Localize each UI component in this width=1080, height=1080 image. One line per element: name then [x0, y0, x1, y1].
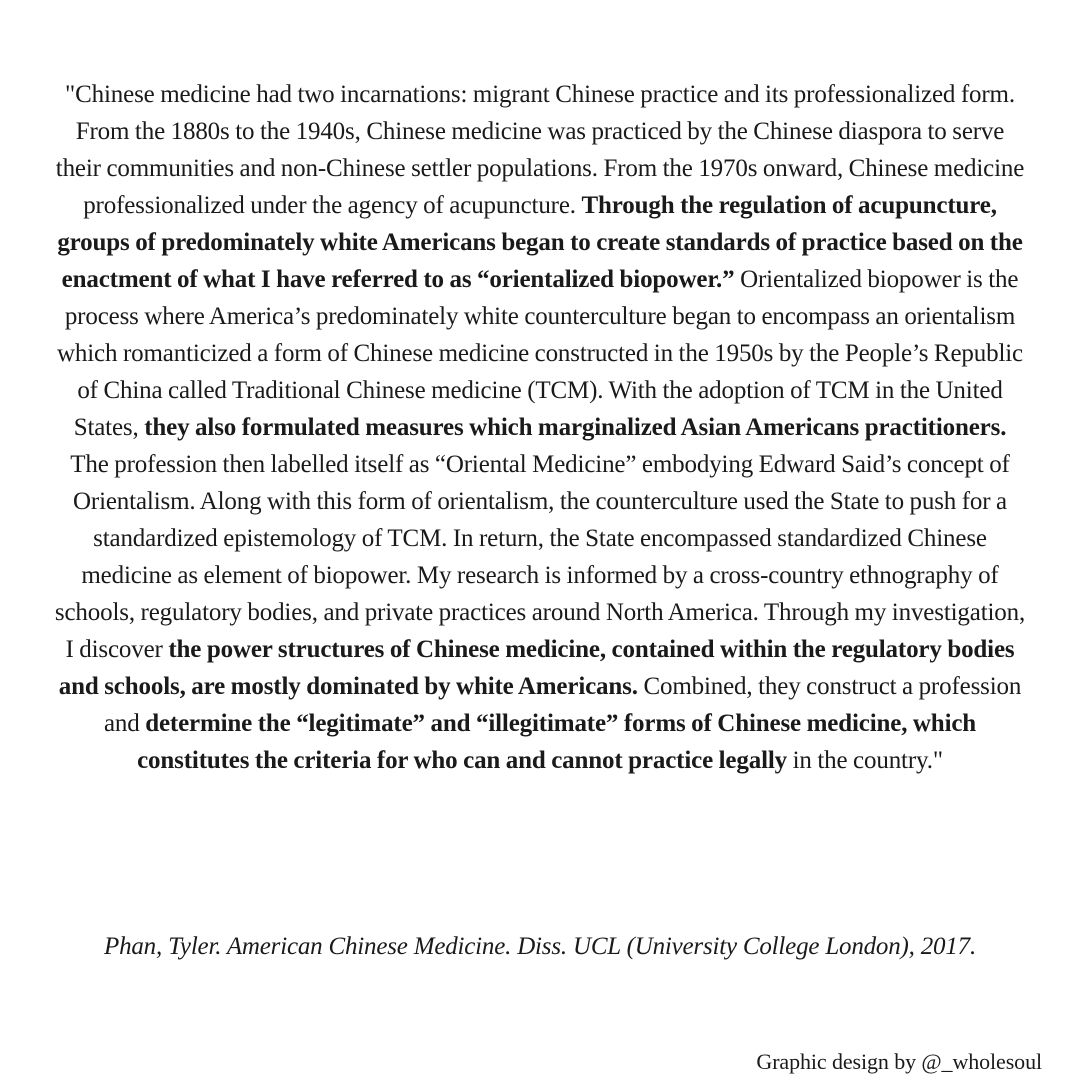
quote-paragraph	[52, 76, 1028, 779]
design-credit: Graphic design by @_wholesoul	[756, 1049, 1042, 1074]
citation: Phan, Tyler. American Chinese Medicine. Diss. UCL (University College London), 2017.	[104, 933, 976, 960]
quote-segment-bold: Through the regulation of acupuncture, groups of predominately white Americans began to create standards of practice based on the enactment of what I have referred to as “orientalized biopower.”	[57, 192, 1023, 293]
quote-segment: "Chinese medicine had two incarnations: migrant Chinese practice and its professionalized form. From the 1880s to the 1940s, Chinese medicine was practiced by the Chinese diaspora to serve their communities and non-Chinese settler populations. From the 1970s onward, Chinese medicine professionalized under the agency of acupuncture.	[55, 81, 1025, 219]
quote-segment-bold: determine the “legitimate” and “illegitimate” forms of Chinese medicine, which constitutes the criteria for who can and cannot practice legally	[137, 710, 977, 774]
quote-segment: The profession then labelled itself as “Oriental Medicine” embodying Edward Said’s concept of Orientalism. Along with this form of orientalism, the counterculture used the State to push for a standardized epistemology of TCM. In return, the State encompassed standardized Chinese medicine as element of biopower. My research is informed by a cross-country ethnography of schools, regulatory bodies, and private practices around North America. Through my investigation, I discover	[54, 451, 1026, 663]
quote-segment: Combined, they construct a profession and	[103, 673, 1022, 737]
quote-segment: in the country."	[787, 747, 943, 774]
quote-segment: Orientalized biopower is the process where America’s predominately white counterculture began to encompass an orientalism which romanticized a form of Chinese medicine constructed in the 1950s by the People’s Republic of China called Traditional Chinese medicine (TCM). With the adoption of TCM in the United States,	[57, 266, 1023, 441]
quote-segment-bold: the power structures of Chinese medicine, contained within the regulatory bodies and schools, are mostly dominated by white Americans.	[58, 636, 1015, 700]
quote-segment-bold: they also formulated measures which marginalized Asian Americans practitioners.	[144, 414, 1007, 441]
